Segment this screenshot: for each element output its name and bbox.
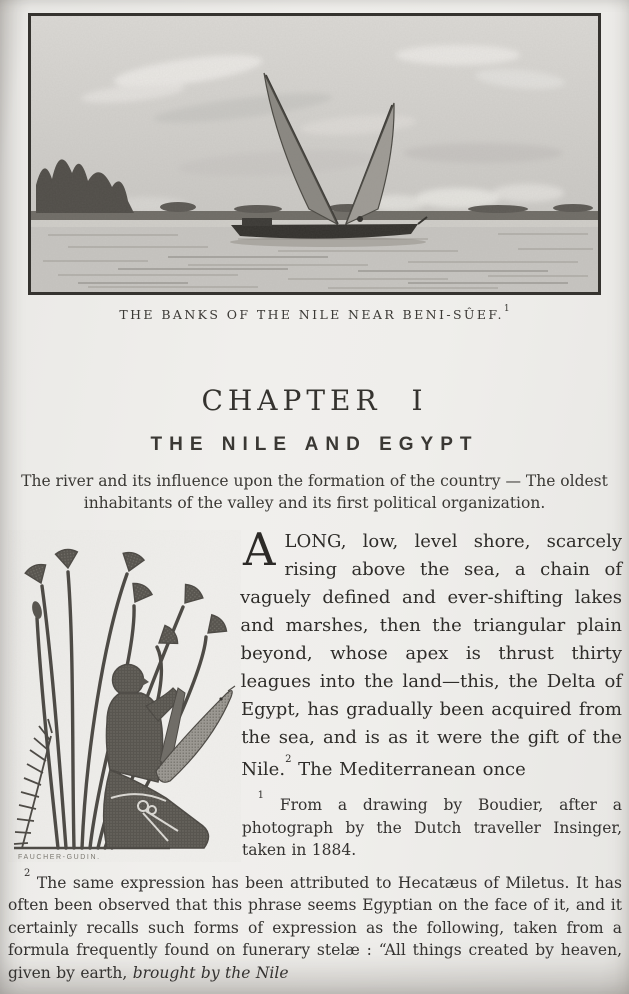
- footnote-reference-2: 2: [285, 754, 292, 766]
- main-text-area: [0, 523, 629, 984]
- lotus-figure-svg: [8, 530, 241, 862]
- nile-felucca-scene-svg: [28, 13, 601, 295]
- footnote-2-text: The same expression has been attributed to Hecatæus of Miletus. It has often been observed that this phrase seems Egyptian on the face of it, and it certainly recalls such forms of expression as the following, taken from a formula frequently found on funerary stelæ : “All things created by heaven, given by earth,: [8, 873, 622, 982]
- illustration-caption: [0, 304, 629, 323]
- engraving-grain: [8, 530, 241, 862]
- chapter-summary: The river and its influence upon the formation of the country — The oldest inhabitants of the valley and its first political organization.: [21, 472, 608, 512]
- caption-text: THE BANKS OF THE NILE NEAR BENI-SÛEF.: [119, 307, 504, 323]
- chapter-heading: CHAPTER I: [201, 384, 428, 418]
- caption-footnote-ref: 1: [503, 304, 510, 314]
- engraving-grain: [31, 16, 598, 292]
- nile-boat-engraving: [28, 13, 601, 295]
- footnote-2: [8, 869, 622, 985]
- drop-cap: A: [243, 523, 276, 577]
- footnote-2-marker: 2: [24, 867, 31, 879]
- chapter-subtitle: THE NILE AND EGYPT: [150, 434, 479, 456]
- body-text-1: LONG, low, level shore, scarcely rising above the sea, a chain of vaguely defined and ever-shifting lakes and marshes, then the triangular plain beyond, whose apex is thrust thirty leagues into the land—this, the Delta of Egypt, has gradually been acquired from the sea, and is as it were the gift of the Nile.: [240, 531, 622, 781]
- engraver-signature: FAUCHER-GUDIN.: [18, 854, 101, 862]
- nile-god-engraving: [8, 530, 241, 862]
- body-text-2: The Mediterranean once: [291, 759, 526, 781]
- footnote-2-italic: brought by the Nile: [132, 963, 289, 982]
- footnote-1-text: From a drawing by Boudier, after a photograph by the Dutch traveller Insinger, taken in 1884.: [241, 796, 622, 860]
- footnote-1-marker: 1: [257, 790, 265, 802]
